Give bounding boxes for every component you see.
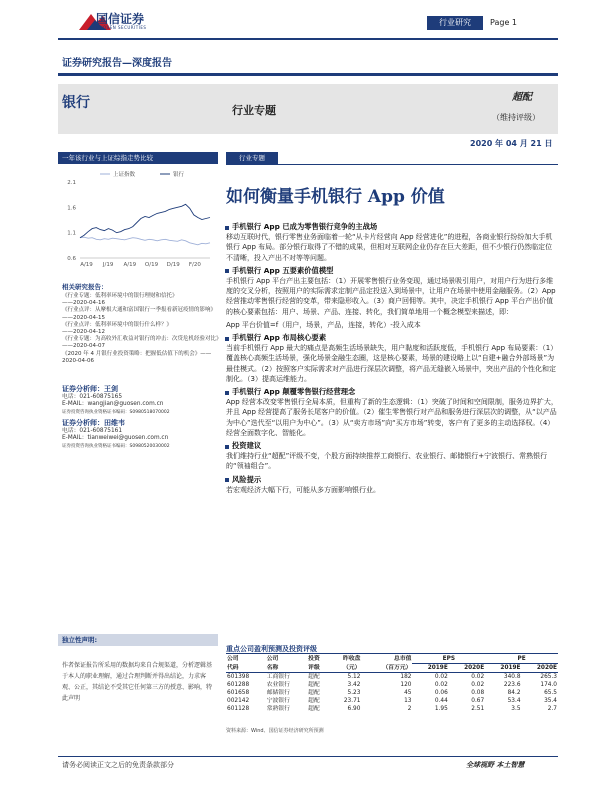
x-tick-label: D/19	[166, 262, 180, 268]
chart-title: 一年该行业与上证综指走势比较	[58, 152, 218, 164]
col-header: 昨收盘	[343, 656, 361, 663]
bullet-paragraph: 手机银行 App 平台产出主要包括：（1）开展零售银行业务变现，通过场景吸引用户，对用户行为进行多维度的交叉分析，按照用户的实际需求定制产品定投送入到场景中，让用户在场景中使用金融服务。（2）App 经营推动零售银行经营的变革，带来隐形收入。（3）商户回佣等。其中，决定手机银行 App 平台产出价值的核心要素包括：用户、场景、产品、连接、转化，我们简单地用一个概念模型来描述，即：	[226, 277, 556, 316]
table-cell: 601288	[227, 682, 250, 688]
analyst-cert: 证券投资咨询执业资格证书编码：S0980518070002	[62, 409, 170, 415]
table-cell: 0.08	[471, 690, 485, 696]
bullet-heading: 手机银行 App 已成为零售银行竞争的主战场	[232, 222, 558, 232]
disclaimer-text: 作者保证报告所采用的数据均来自合规渠道，分析逻辑基于本人的职业理解，通过合理判断并得出结论，力求客观、公正，其结论不受其它任何第三方的授意、影响，特此声明	[62, 662, 213, 702]
index-comparison-chart	[58, 168, 218, 276]
table-header-row	[226, 655, 558, 664]
col-header: 评级	[308, 664, 320, 671]
legend-label: 银行	[173, 172, 185, 178]
table-cell: 超配	[308, 690, 320, 696]
col-header: 2019E	[500, 665, 521, 671]
table-row	[226, 697, 558, 705]
table-cell: 宁波银行	[266, 698, 290, 704]
table-cell: 邮储银行	[266, 690, 290, 696]
related-item[interactable]: 《行业点评：从摩根大通和富国银行一季报看新冠疫情的影响》——2020-04-15	[62, 307, 217, 321]
y-tick-label: 0.6	[67, 256, 76, 262]
col-header-eps: EPS	[412, 655, 485, 664]
table-cell: 2.7	[547, 706, 557, 712]
table-cell: 601398	[227, 674, 250, 680]
x-tick-label: O/19	[144, 262, 159, 268]
bullet-heading: 手机银行 App 颠覆零售银行经营理念	[232, 387, 558, 397]
analyst-1	[62, 386, 222, 416]
brand-name-en: GUOSEN SECURITIES	[96, 25, 147, 30]
analyst-email[interactable]: E-MAIL：wangjian@guosen.com.cn	[62, 401, 164, 407]
brand-name: 国信证券	[96, 12, 145, 26]
table-cell: 超配	[308, 706, 320, 712]
table-cell: 3.5	[511, 706, 521, 712]
col-header: 总市值	[394, 656, 412, 663]
table-cell: 2	[407, 706, 412, 712]
related-item[interactable]: 《行业专题：为高收外汇收益对银行的冲击：次贷危机经验对比》——2020-04-07	[62, 336, 222, 350]
x-tick-label: F/20	[188, 262, 201, 268]
y-tick-label: 1.1	[67, 230, 76, 237]
table-cell: 182	[400, 674, 412, 680]
col-header: 2020E	[464, 665, 485, 671]
related-item: ——2020-04-12	[62, 329, 105, 336]
table-cell: 45	[404, 690, 412, 696]
footer-slogan: 全球视野 本土智慧	[466, 760, 525, 769]
table-cell: 5.23	[347, 690, 361, 696]
table-cell: 65.5	[544, 690, 557, 696]
table-cell: 6.90	[347, 706, 361, 712]
table-cell: 超配	[308, 674, 320, 680]
table-cell: 超配	[308, 682, 320, 688]
table-cell: 5.12	[347, 674, 361, 680]
bullet-paragraph: 当前手机银行 App 最大的痛点是高频生活场景缺失，用户黏度和活跃度低，手机银行 App 布局要素：（1）覆盖核心高频生活场景，强化场景金融生态圈，这是核心要素，场景的建设略上以“自建+融合外部场景”为最佳模式。（2）按照客户实际需求对产品进行深层次调整，将产品无缝嵌入场景中，突出产品的个性化和定制化。（3）提高运维能力。	[226, 344, 558, 383]
col-header: 2020E	[536, 665, 557, 671]
x-tick-label: J/19	[102, 262, 114, 268]
header-divider	[58, 38, 558, 40]
bullet-heading: 投资建议	[232, 441, 558, 451]
table-cell: 53.4	[507, 698, 521, 704]
series-line	[80, 204, 210, 237]
table-cell: 0.67	[471, 698, 485, 704]
table-cell: 35.4	[544, 698, 557, 704]
table-cell: 0.02	[434, 682, 448, 688]
col-header: （元）	[343, 664, 361, 671]
table-cell: 0.44	[434, 698, 448, 704]
table-cell: 常熟银行	[266, 706, 290, 712]
related-item[interactable]: 《行业点评：低利率环境中的银行什么样？》	[62, 321, 173, 328]
table-cell: 1.95	[434, 706, 448, 712]
table-cell: 0.06	[434, 690, 448, 696]
series-line	[80, 237, 210, 245]
related-item[interactable]: 《行业专题：低利率环境中的银行理财和信托》	[62, 293, 178, 299]
legend-label: 上证指数	[113, 172, 136, 178]
table-cell: 84.2	[507, 690, 521, 696]
x-tick-label: A/19	[80, 262, 93, 268]
table-cell: 0.02	[471, 674, 485, 680]
y-tick-label: 1.6	[67, 205, 76, 212]
table-cell: 2.51	[471, 706, 485, 712]
table-row	[226, 705, 558, 713]
table-cell: 3.42	[347, 682, 361, 688]
bullet-paragraph: 我们维持行业“超配”评级不变，个股方面持续推荐工商银行、农业银行、邮储银行+宁波银行、常熟银行的“领袖组合”。	[226, 452, 548, 471]
col-header-pe: PE	[485, 655, 558, 664]
bullet-heading: 手机银行 App 布局核心要素	[232, 333, 558, 343]
report-type-divider	[58, 73, 558, 76]
table-cell: 120	[400, 682, 412, 688]
bullet-paragraph: 移动互联时代，银行零售业务面临着一轮“从卡片经营向 App 经营进化”的进程，各商业银行纷纷加大手机银行 App 布局。部分银行取得了不错的成果，但相对互联网企业仍存在巨大差距，但不少银行仍然临定位不清晰，投入产出不对等等问题。	[226, 233, 553, 262]
col-header: 投资	[308, 656, 320, 663]
report-date: 2020 年 04 月 21 日	[470, 139, 553, 148]
footer-divider	[58, 756, 558, 757]
col-header: 2019E	[427, 665, 448, 671]
table-cell: 0.02	[434, 674, 448, 680]
related-heading: 相关研究报告：	[62, 283, 108, 291]
table-header-row	[226, 664, 558, 673]
formula-line: App 平台价值=f（用户，场景，产品，连接，转化）-投入成本	[226, 320, 421, 329]
header-tag: 行业研究	[427, 16, 483, 30]
table-cell: 13	[404, 698, 412, 704]
col-header: 公司	[266, 656, 279, 663]
table-cell: 340.8	[503, 674, 521, 680]
report-topic: 行业专题	[232, 104, 276, 117]
section-tag: 行业专题	[226, 152, 278, 164]
analyst-email[interactable]: E-MAIL：tianweiwei@guosen.com.cn	[62, 435, 169, 441]
table-cell: 0.02	[471, 682, 485, 688]
page-title: 如何衡量手机银行 App 价值	[226, 187, 445, 207]
table-cell: 工商银行	[266, 674, 290, 680]
disclaimer-heading: 独立性声明:	[58, 634, 218, 646]
analyst-2	[62, 420, 222, 450]
table-row	[226, 689, 558, 697]
table-cell: 农业银行	[266, 682, 290, 688]
forecast-table-divider	[226, 653, 558, 654]
table-cell: 601658	[227, 690, 250, 696]
table-source: 资料来源：Wind、国信证券经济研究所预测	[226, 728, 324, 734]
page-number: Page 1	[490, 18, 517, 27]
section-divider	[226, 164, 558, 165]
analyst-phone: 电话：021-60875161	[62, 427, 123, 434]
table-cell: 超配	[308, 698, 320, 704]
related-item: ——2020-04-16	[62, 300, 105, 307]
table-cell: 23.71	[343, 698, 361, 704]
col-header: 名称	[266, 664, 279, 671]
forecast-table	[226, 655, 558, 713]
table-row	[226, 673, 558, 682]
summary-body	[226, 222, 558, 498]
related-item[interactable]: 《2020 年 4 月银行业投资策略：把握低估值下的机会》——2020-04-06	[62, 350, 212, 364]
col-header: 代码	[227, 664, 239, 671]
table-cell: 174.0	[540, 682, 557, 688]
related-reports	[62, 293, 222, 365]
analyst-cert: 证券投资咨询执业资格证书编码：S0980520030002	[62, 443, 170, 449]
table-cell: 223.6	[503, 682, 521, 688]
industry-banner	[58, 84, 558, 134]
bullet-heading: 手机银行 App 五要素价值模型	[232, 266, 558, 276]
col-header: （百万元）	[382, 664, 412, 671]
bullet-paragraph: App 经营本改变零售银行全局本质，但重构了新的生态逻辑：（1）突破了时间和空间限制，服务边界扩大，并且 App 经营提高了服务长尾客户的价值。（2）催生零售银行对产品和服务进行深层次的调整，从“以产品为中心”迭代至“以用户为中心”。（3）从“卖方市场”向“买方市场”转变，客户有了更多的主动选择权。（4）经营全面数字化、智能化。	[226, 398, 558, 437]
forecast-table-title: 重点公司盈利预测及投资评级	[226, 645, 317, 653]
rating-note: （维持评级）	[492, 113, 540, 122]
rating: 超配	[512, 92, 532, 103]
table-cell: 002142	[227, 698, 250, 704]
x-tick-label: A/19	[123, 262, 137, 268]
report-type: 证券研究报告—深度报告	[62, 58, 172, 69]
col-header: 公司	[227, 656, 239, 663]
analyst-name: 证券分析师：王剑	[62, 385, 118, 393]
analyst-phone: 电话：021-60875165	[62, 393, 123, 400]
bullet-paragraph: 若宏观经济大幅下行，可能从多方面影响银行业。	[226, 485, 380, 494]
bullet-heading: 风险提示	[232, 475, 558, 485]
table-cell: 601128	[227, 706, 250, 712]
industry-name: 银行	[62, 95, 90, 111]
y-tick-label: 2.1	[67, 180, 76, 186]
footer-disclaimer: 请务必阅读正文之后的免责条款部分	[62, 761, 174, 769]
analyst-name: 证券分析师：田维韦	[62, 419, 125, 427]
table-cell: 265.3	[540, 674, 557, 680]
table-row	[226, 681, 558, 689]
